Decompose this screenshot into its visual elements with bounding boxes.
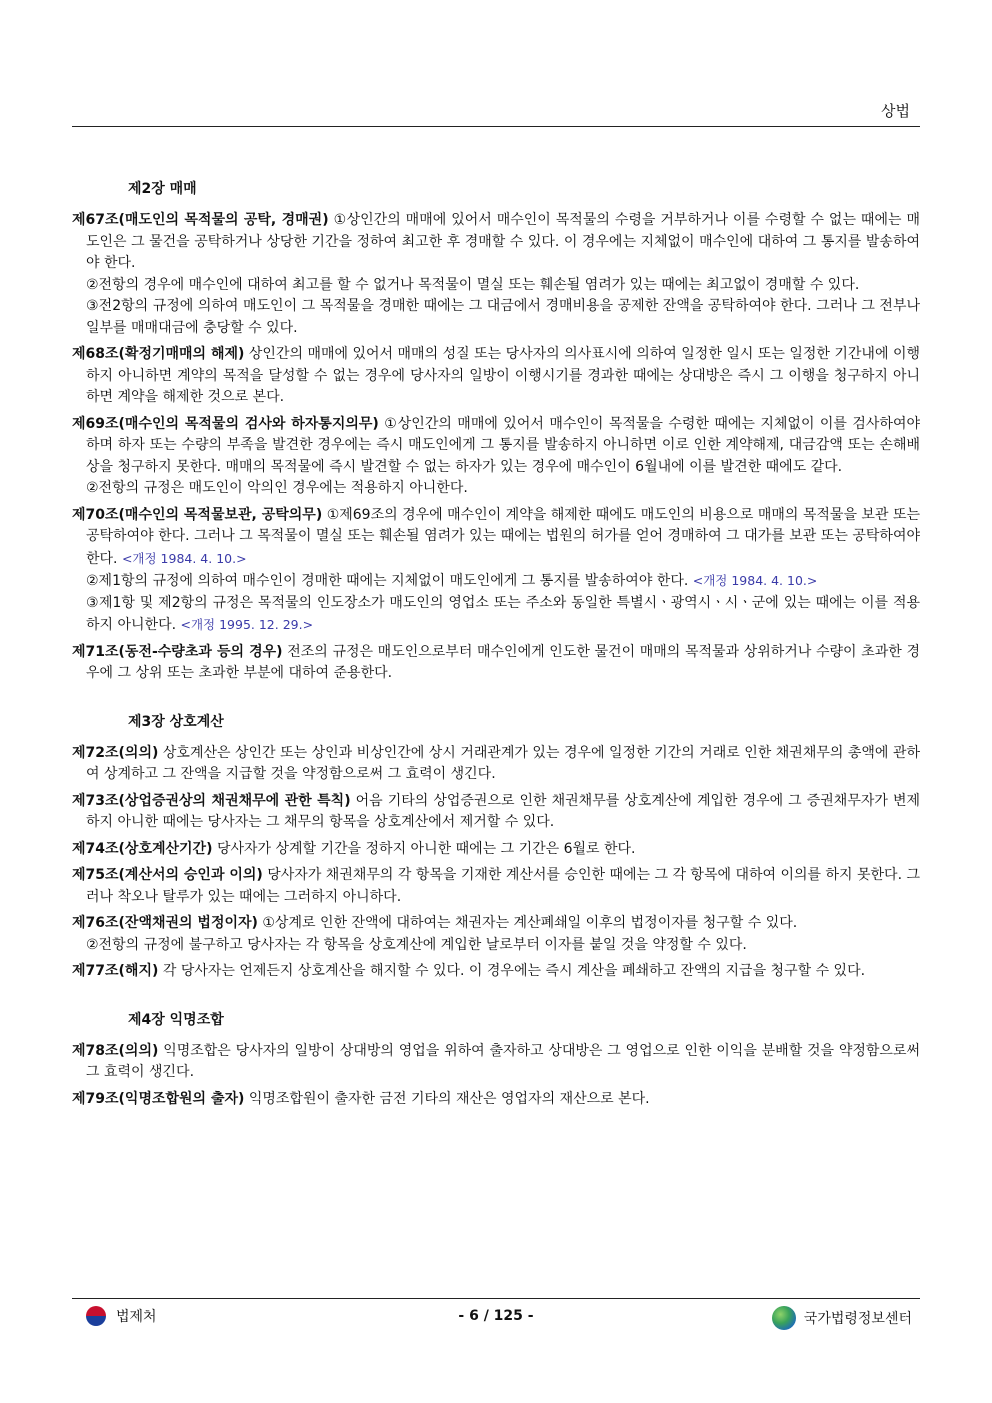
article-79-title: 제79조(익명조합원의 출자): [72, 1090, 245, 1107]
article-78-text: 익명조합은 당사자의 일방이 상대방의 영업을 위하여 출자하고 상대방은 그 영업으로 인한 이익을 분배할 것을 약정함으로써 그 효력이 생긴다.: [86, 1042, 920, 1080]
article-67-title: 제67조(매도인의 목적물의 공탁, 경매권): [72, 212, 329, 228]
article-70: [72, 505, 920, 637]
article-79: [72, 1089, 920, 1111]
amendment-note: <개정 1984. 4. 10.>: [121, 550, 247, 566]
article-67-para-3: ③전2항의 규정에 의하여 매도인이 그 목적물을 경매한 때에는 그 대금에서 경매비용을 공제한 잔액을 공탁하여야 한다. 그러나 그 전부나 일부를 매매대금에 충당할 수 있다.: [86, 298, 920, 336]
article-77-text: 각 당사자는 언제든지 상호계산을 해지할 수 있다. 이 경우에는 즉시 계산을 폐쇄하고 잔액의 지급을 청구할 수 있다.: [162, 963, 866, 979]
article-72: [72, 743, 920, 786]
article-76-title: 제76조(잔액채권의 법정이자): [72, 915, 258, 931]
article-79-text: 익명조합원이 출자한 금전 기타의 재산은 영업자의 재산으로 본다.: [248, 1090, 650, 1107]
article-70-title: 제70조(매수인의 목적물보관, 공탁의무): [72, 506, 323, 523]
law-center-logo-icon: [772, 1306, 796, 1330]
article-67: [72, 210, 920, 339]
article-71-text: 전조의 규정은 매도인으로부터 매수인에게 인도한 물건이 매매의 목적물과 상위하거나 수량이 초과한 경우에 그 상위 또는 초과한 부분에 대하여 준용한다.: [86, 643, 920, 681]
article-71-title: 제71조(동전-수량초과 등의 경우): [72, 643, 283, 660]
page-number: - 6 / 125 -: [458, 1308, 534, 1324]
article-69-para-2: ②전항의 규정은 매도인이 악의인 경우에는 적용하지 아니한다.: [86, 480, 468, 496]
footer-divider: [72, 1298, 920, 1299]
article-68: [72, 344, 920, 409]
document-body: [72, 178, 920, 1115]
article-70-para-1: ①제69조의 경우에 매수인이 계약을 해제한 때에도 매도인의 비용으로 매매의 목적물을 보관 또는 공탁하여야 한다. 그러나 그 목적물이 멸실 또는 훼손될 염려가 있는 때에는 법원의 허가를 얻어 경매하여 그 대가를 보관 또는 공탁하여야 한다.: [86, 506, 920, 567]
article-69-title: 제69조(매수인의 목적물의 검사와 하자통지의무): [72, 415, 379, 432]
article-67-para-1: ①상인간의 매매에 있어서 매수인이 목적물의 수령을 거부하거나 이를 수령할 수 없는 때에는 매도인은 그 물건을 공탁하거나 상당한 기간을 정하여 최고한 후 경매할 수 있다. 이 경우에는 지체없이 매수인에 대하여 그 통지를 발송하여야 한다.: [86, 212, 920, 271]
article-75: [72, 865, 920, 908]
document-header-title: 상법: [881, 102, 910, 120]
chapter-4-title: 제4장 익명조합: [128, 1011, 224, 1028]
article-76-para-2: ②전항의 규정에 불구하고 당사자는 각 항목을 상호계산에 계입한 날로부터 이자를 붙일 것을 약정할 수 있다.: [86, 936, 747, 953]
page-footer: [72, 1304, 920, 1334]
article-69-para-1: ①상인간의 매매에 있어서 매수인이 목적물을 수령한 때에는 지체없이 이를 검사하여야 하며 하자 또는 수량의 부족을 발견한 경우에는 즉시 매도인에게 그 통지를 발송하지 아니하면 이로 인한 계약해제, 대금감액 또는 손해배상을 청구하지 못한다. 매매의 목적물에 즉시 발견할 수 없는 하자가 있는 경우에 매수인이 6월내에 이를 발견한 때에도 같다.: [86, 415, 921, 475]
article-76: [72, 913, 920, 956]
article-72-text: 상호계산은 상인간 또는 상인과 비상인간에 상시 거래관계가 있는 경우에 일정한 기간의 거래로 인한 채권채무의 총액에 관하여 상계하고 그 잔액을 지급할 것을 약정함으로써 그 효력이 생긴다.: [86, 744, 920, 782]
amendment-note: <개정 1995. 12. 29.>: [180, 617, 314, 632]
article-69: [72, 414, 920, 500]
article-72-title: 제72조(의의): [72, 744, 159, 761]
article-68-text: 상인간의 매매에 있어서 매매의 성질 또는 당사자의 의사표시에 의하여 일정한 일시 또는 일정한 기간내에 이행하지 아니하면 계약의 목적을 달성할 수 없는 경우에 당사자의 일방이 이행시기를 경과한 때에는 상대방은 즉시 그 이행을 청구하지 아니하면 계약을 해제한 것으로 본다.: [86, 346, 920, 405]
article-68-title: 제68조(확정기매매의 해제): [72, 346, 245, 362]
article-70-para-3: ③제1항 및 제2항의 규정은 목적물의 인도장소가 매도인의 영업소 또는 주소와 동일한 특별시ㆍ광역시ㆍ시ㆍ군에 있는 때에는 이를 적용하지 아니한다.: [86, 594, 920, 633]
article-70-para-2: ②제1항의 규정에 의하여 매수인이 경매한 때에는 지체없이 매도인에게 그 통지를 발송하여야 한다.: [86, 573, 689, 589]
article-76-para-1: ①상계로 인한 잔액에 대하여는 채권자는 계산폐쇄일 이후의 법정이자를 청구할 수 있다.: [262, 915, 798, 931]
article-73-text: 어음 기타의 상업증권으로 인한 채권채무를 상호계산에 계입한 경우에 그 증권채무자가 변제하지 아니한 때에는 당사자는 그 채무의 항목을 상호계산에서 제거할 수 있다.: [86, 792, 920, 830]
amendment-note: <개정 1984. 4. 10.>: [692, 573, 818, 588]
chapter-2-title: 제2장 매매: [128, 181, 197, 197]
article-73: [72, 791, 920, 834]
article-74-text: 당사자가 상계할 기간을 정하지 아니한 때에는 그 기간은 6월로 한다.: [216, 840, 636, 857]
header-divider: [72, 126, 920, 127]
article-77: [72, 961, 920, 983]
article-67-para-2: ②전항의 경우에 매수인에 대하여 최고를 할 수 없거나 목적물이 멸실 또는 훼손될 염려가 있는 때에는 최고없이 경매할 수 있다.: [86, 276, 860, 293]
article-75-text: 당사자가 채권채무의 각 항목을 기재한 계산서를 승인한 때에는 그 각 항목에 대하여 이의를 하지 못한다. 그러나 착오나 탈루가 있는 때에는 그러하지 아니하다.: [86, 867, 920, 905]
article-78: [72, 1041, 920, 1084]
footer-center-name: 국가법령정보센터: [803, 1311, 912, 1327]
article-75-title: 제75조(계산서의 승인과 이의): [72, 867, 263, 883]
article-74-title: 제74조(상호계산기간): [72, 840, 213, 857]
chapter-3-title: 제3장 상호계산: [128, 713, 224, 730]
article-71: [72, 642, 920, 685]
article-74: [72, 839, 920, 861]
article-77-title: 제77조(해지): [72, 963, 159, 979]
article-78-title: 제78조(의의): [72, 1042, 159, 1059]
article-73-title: 제73조(상업증권상의 채권채무에 관한 특칙): [72, 792, 351, 809]
footer-agency-name: 법제처: [116, 1309, 157, 1325]
